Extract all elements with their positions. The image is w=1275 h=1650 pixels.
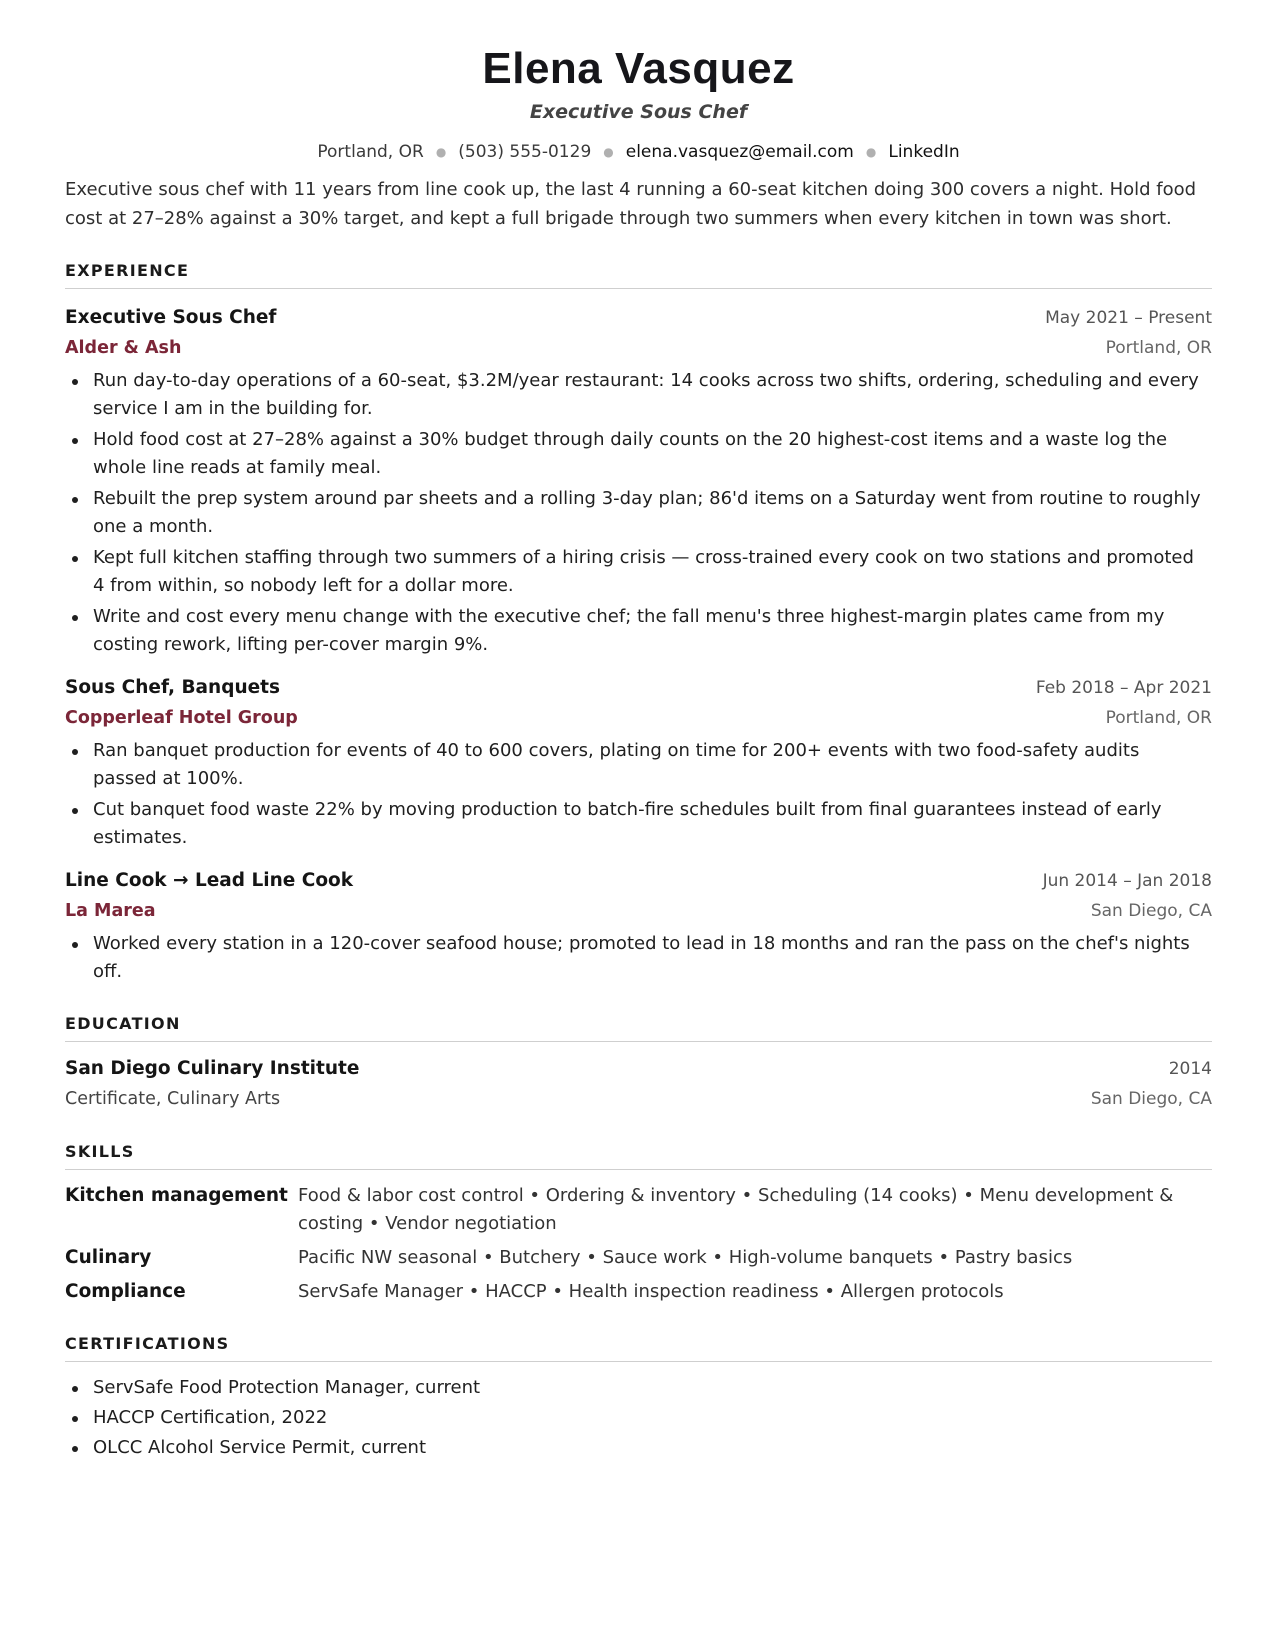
job-location: San Diego, CA: [1090, 901, 1212, 921]
job-dates: May 2021 – Present: [1045, 308, 1212, 328]
bullet-item: Worked every station in a 120-cover seafood house; promoted to lead in 18 months and ran the pass on the chef's nights off.: [93, 930, 1212, 986]
skills-list: [65, 1182, 1212, 1306]
bullet-item: Write and cost every menu change with the executive chef; the fall menu's three highest-margin plates came from my costing rework, lifting per-cover margin 9%.: [93, 603, 1212, 659]
bullet-item: Ran banquet production for events of 40 to 600 covers, plating on time for 200+ events with two food-safety audits passed at 100%.: [93, 737, 1212, 793]
skill-row: [65, 1278, 1212, 1306]
company-name: Alder & Ash: [65, 338, 182, 358]
separator-dot-icon: ●: [435, 145, 447, 159]
certification-item: HACCP Certification, 2022: [93, 1404, 1212, 1432]
job-entry: [65, 866, 1212, 986]
bullet-item: Hold food cost at 27–28% against a 30% budget through daily counts on the 20 highest-cost items and a waste log the whole line reads at family meal.: [93, 426, 1212, 482]
company-name: Copperleaf Hotel Group: [65, 708, 298, 728]
job-entry: [65, 303, 1212, 659]
job-location: Portland, OR: [1105, 708, 1212, 728]
contact-linkedin-link[interactable]: LinkedIn: [888, 142, 960, 162]
skills-section: [65, 1142, 1212, 1306]
graduation-year: 2014: [1168, 1059, 1212, 1079]
company-name: La Marea: [65, 901, 156, 921]
professional-summary: Executive sous chef with 11 years from line cook up, the last 4 running a 60-seat kitchen doing 300 covers a night. Hold food cost at 27–28% against a 30% target, and kept a full brigade through two summers when every kitchen in town was short.: [65, 179, 1197, 229]
candidate-name: Elena Vasquez: [482, 44, 795, 93]
job-dates: Feb 2018 – Apr 2021: [1035, 678, 1212, 698]
certification-item: OLCC Alcohol Service Permit, current: [93, 1434, 1212, 1462]
contact-location: Portland, OR: [317, 142, 424, 162]
skill-values: Food & labor cost control • Ordering & inventory • Scheduling (14 cooks) • Menu development & costing • Vendor negotiation: [298, 1185, 1174, 1234]
job-entry: [65, 673, 1212, 852]
separator-dot-icon: ●: [603, 145, 614, 159]
skill-category: Compliance: [65, 1281, 186, 1302]
certification-bullets: [65, 1374, 1212, 1462]
skill-category: Kitchen management: [65, 1185, 288, 1206]
job-title: Line Cook → Lead Line Cook: [65, 870, 354, 891]
skill-values: Pacific NW seasonal • Butchery • Sauce work • High-volume banquets • Pastry basics: [298, 1247, 1073, 1268]
education-entry: [65, 1054, 1212, 1114]
section-heading: EDUCATION: [65, 1014, 1212, 1042]
bullet-item: Kept full kitchen staffing through two summers of a hiring crisis — cross-trained every cook on two stations and promoted 4 from within, so nobody left for a dollar more.: [93, 544, 1212, 600]
degree-name: Certificate, Culinary Arts: [65, 1089, 281, 1109]
job-dates: Jun 2014 – Jan 2018: [1042, 871, 1212, 891]
skill-category: Culinary: [65, 1247, 152, 1268]
contact-email-link[interactable]: elena.vasquez@email.com: [625, 142, 854, 162]
bullet-item: Rebuilt the prep system around par sheets and a rolling 3-day plan; 86'd items on a Saturday went from routine to roughly one a month.: [93, 485, 1212, 541]
bullet-item: Run day-to-day operations of a 60-seat, $3.2M/year restaurant: 14 cooks across two shifts, ordering, scheduling and every service I am in the building for.: [93, 367, 1212, 423]
job-title: Executive Sous Chef: [65, 307, 277, 328]
job-bullets: [65, 367, 1212, 659]
contact-line: [65, 141, 1212, 163]
certification-item: ServSafe Food Protection Manager, current: [93, 1374, 1212, 1402]
section-heading: SKILLS: [65, 1142, 1212, 1170]
job-title: Sous Chef, Banquets: [65, 677, 281, 698]
school-location: San Diego, CA: [1090, 1089, 1212, 1109]
candidate-role: Executive Sous Chef: [529, 101, 748, 123]
skill-row: [65, 1182, 1212, 1238]
experience-section: [65, 261, 1212, 986]
skill-values: ServSafe Manager • HACCP • Health inspection readiness • Allergen protocols: [298, 1281, 1004, 1302]
section-heading: EXPERIENCE: [65, 261, 1212, 289]
job-location: Portland, OR: [1105, 338, 1212, 358]
education-section: [65, 1014, 1212, 1114]
school-name: San Diego Culinary Institute: [65, 1058, 360, 1079]
separator-dot-icon: ●: [865, 145, 877, 159]
section-heading: CERTIFICATIONS: [65, 1334, 1212, 1362]
job-bullets: [65, 737, 1212, 852]
contact-phone: (503) 555-0129: [458, 142, 592, 162]
skill-row: [65, 1244, 1212, 1272]
bullet-item: Cut banquet food waste 22% by moving production to batch-fire schedules built from final guarantees instead of early estimates.: [93, 796, 1212, 852]
job-bullets: [65, 930, 1212, 986]
certifications-section: [65, 1334, 1212, 1462]
certifications-list: [65, 1374, 1212, 1462]
